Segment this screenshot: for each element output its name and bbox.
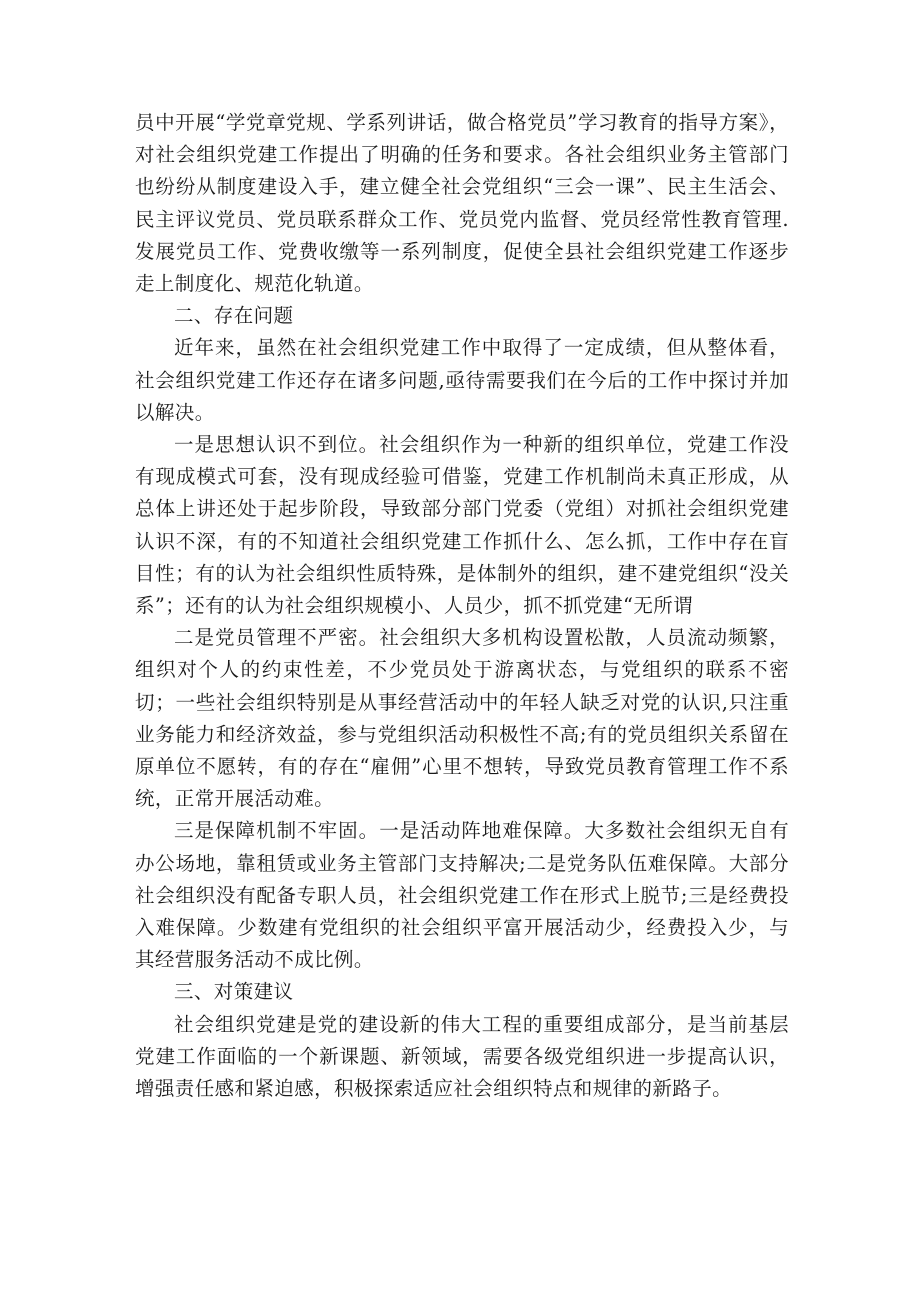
section-heading-problems: 二、存在问题 xyxy=(174,304,294,328)
paragraph-problems-overview: 近年来，虽然在社会组织党建工作中取得了一定成绩，但从整体看，社会组织党建工作还存在诸多问题,亟待需要我们在今后的工作中探讨并加以解决。 xyxy=(135,336,789,424)
document-body xyxy=(135,107,789,1105)
paragraph-problem-guarantee: 三是保障机制不牢固。一是活动阵地难保障。大多数社会组织无自有办公场地，靠租赁或业务主管部门支持解决;二是党务队伍难保障。大部分社会组织没有配备专职人员，社会组织党建工作在形式上脱节;三是经费投入难保障。少数建有党组织的社会组织平富开展活动少，经费投入少，与其经营服务活动不成比例。 xyxy=(135,819,789,972)
paragraph-problem-management: 二是党员管理不严密。社会组织大多机构设置松散，人员流动频繁，组织对个人的约束性差，不少党员处于游离状态，与党组织的联系不密切；一些社会组织特别是从事经营活动中的年轻人缺乏对党的认识,只注重业务能力和经济效益，参与党组织活动积极性不高;有的党员组织关系留在原单位不愿转，有的存在“雇佣”心里不想转，导致党员教育管理工作不系统，正常开展活动难。 xyxy=(135,626,789,811)
paragraph-problem-awareness: 一是思想认识不到位。社会组织作为一种新的组织单位，党建工作没有现成模式可套，没有现成经验可借鉴，党建工作机制尚未真正形成，从总体上讲还处于起步阶段，导致部分部门党委（党组）对抓社会组织党建认识不深，有的不知道社会组织党建工作抓什么、怎么抓，工作中存在盲目性；有的认为社会组织性质特殊，是体制外的组织，建不建党组织“没关系”；还有的认为社会组织规模小、人员少，抓不抓党建“无所谓 xyxy=(135,433,789,618)
paragraph-continued-intro: 员中开展“学党章党规、学系列讲话，做合格党员”学习教育的指导方案》，对社会组织党建工作提出了明确的任务和要求。各社会组织业务主管部门也纷纷从制度建设入手，建立健全社会党组织“三会一课”、民主生活会、民主评议党员、党员联系群众工作、党员党内监督、党员经常性教育管理.发展党员工作、党费收缴等一系列制度，促使全县社会组织党建工作逐步走上制度化、规范化轨道。 xyxy=(135,111,789,296)
paragraph-suggestions-intro: 社会组织党建是党的建设新的伟大工程的重要组成部分，是当前基层党建工作面临的一个新课题、新领域，需要各级党组织进一步提高认识，增强责任感和紧迫感，积极探索适应社会组织特点和规律的新路子。 xyxy=(135,1012,789,1101)
section-heading-suggestions: 三、对策建议 xyxy=(174,980,294,1004)
